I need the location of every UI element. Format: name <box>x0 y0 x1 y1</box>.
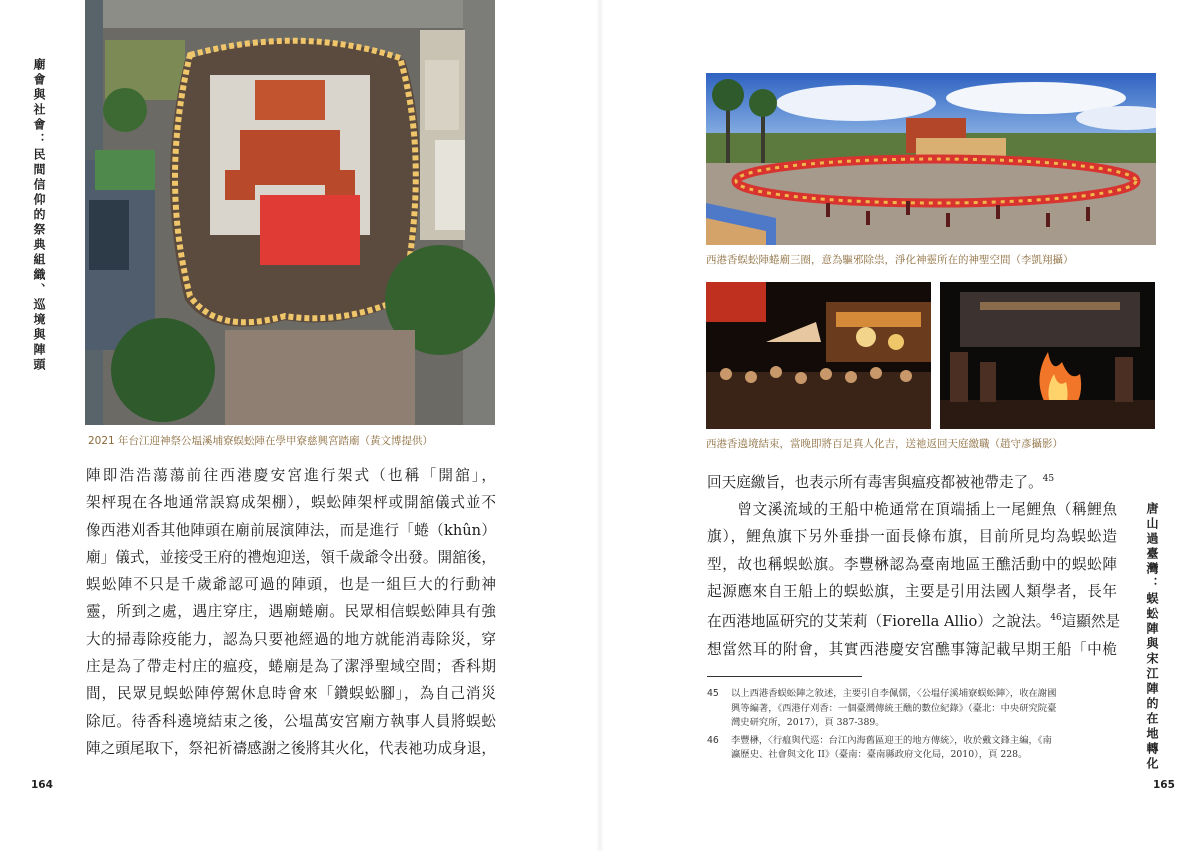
left-page-number: 164 <box>31 779 53 791</box>
footnote-ref-46[interactable]: 46 <box>1050 613 1062 624</box>
body-line: 間，民眾見蜈蚣陣停駕休息時會來「鑽蜈蚣腳」，為自己消災 <box>86 685 496 703</box>
right-body-text <box>707 466 1121 663</box>
body-line: 曾文溪流域的王船中桅通常在頂端插上一尾鯉魚（稱鯉魚 <box>707 501 1117 519</box>
footnote-number: 46 <box>707 734 719 746</box>
footnote-45 <box>707 687 1127 731</box>
footnote-46 <box>707 734 1127 763</box>
footnote-ref-45[interactable]: 45 <box>1042 474 1055 484</box>
body-line-with-footnote: 回天庭繳旨，也表示所有毒害與瘟疫都被祂帶走了。$^{45}$ <box>707 473 1055 491</box>
night-crowd-photo <box>706 282 931 429</box>
body-line: 起源應來自王船上的蜈蚣旗，主要是引用法國人類學者，長年 <box>707 583 1117 601</box>
body-line: 庄是為了帶走村庄的瘟疫，蜷廟是為了潔淨聖域空間；香科期 <box>86 658 496 676</box>
footnote-text: 李豐楙，〈行瘟與代巡：台江內海舊區迎王的地方傳統〉，收於戴文鋒主編，《南 瀛歷史、社會與文化 II》（臺南：臺南縣政府文化局，2010），頁 228。 <box>731 734 1052 760</box>
body-line: 蜈蚣陣不只是千歲爺認可過的陣頭，也是一組巨大的行動神 <box>86 576 496 594</box>
body-line-with-footnote: 在西港地區研究的艾茉莉（Fiorella Allio）之說法。$^{46}$這顯然是 <box>707 613 1121 631</box>
night-photo-caption: 西港香遶境結束，當晚即將百足真人化吉，送祂返回天庭繳職（趙守彥攝影） <box>706 438 1063 450</box>
body-line: 大的掃毒除疫能力，認為只要祂經過的地方就能消毒除災，穿 <box>86 630 496 648</box>
courtyard-centipede-photo <box>706 73 1156 245</box>
body-line: 陣之頭尾取下，祭祀祈禱感謝之後將其火化，代表祂功成身退， <box>86 739 496 757</box>
body-line: 像西港刈香其他陣頭在廟前展演陣法，而是進行「蜷（khûn） <box>86 521 496 539</box>
right-page-number: 165 <box>1153 779 1175 791</box>
footnotes <box>707 687 1127 766</box>
body-line: 想當然耳的附會，其實西港慶安宮醮事簿記載早期王船「中桅 <box>707 640 1117 658</box>
book-gutter <box>596 0 604 851</box>
body-line: 旗），鯉魚旗下另外垂掛一面長條布旗，目前所見均為蜈蚣造 <box>707 528 1117 546</box>
footnote-text: 以上西港香蜈蚣陣之敘述，主要引自李佩儒，〈公塭仔溪埔寮蜈蚣陣〉，收在謝國 興等編著，《西港仔刈香：一個臺灣傳統王醮的數位紀錄》（臺北：中央研究院臺 灣史研究所，2017），頁 387-389。 <box>731 688 1057 728</box>
aerial-photo-caption: 2021 年台江迎神祭公塭溪埔寮蜈蚣陣在學甲寮慈興宮踏廟（黃文博提供） <box>88 435 434 447</box>
footnote-divider <box>707 676 862 677</box>
body-line: 除厄。待香科遶境結束之後，公塭萬安宮廟方執事人員將蜈蚣 <box>86 712 496 730</box>
aerial-temple-illustration <box>85 0 495 425</box>
body-line: 型，故也稱蜈蚣旗。李豐楙認為臺南地區王醮活動中的蜈蚣陣 <box>707 555 1117 573</box>
left-running-title: 廟會與社會：民間信仰的祭典組織、巡境與陣頭 <box>32 58 46 373</box>
left-body-text <box>86 462 496 762</box>
body-line: 架枰現在各地通常誤寫成架棚），蜈蚣陣架枰或開舘儀式並不 <box>86 494 496 512</box>
bonfire-photo <box>940 282 1155 429</box>
body-line: 靈，所到之處，遇庄穿庄，遇廟蜷廟。民眾相信蜈蚣陣具有強 <box>86 603 496 621</box>
right-running-title: 唐山過臺灣：蜈蚣陣與宋江陣的在地轉化 <box>1145 502 1159 772</box>
body-line: 陣即浩浩蕩蕩前往西港慶安宮進行架式（也稱「開舘」， <box>86 467 496 484</box>
bonfire-illustration <box>940 282 1155 429</box>
footnote-number: 45 <box>707 688 719 699</box>
aerial-temple-photo <box>85 0 495 425</box>
night-crowd-illustration <box>706 282 931 429</box>
courtyard-photo-caption: 西港香蜈蚣陣蜷廟三圈，意為驅邪除祟，淨化神靈所在的神聖空間（李凱翔攝） <box>706 254 1074 266</box>
courtyard-illustration <box>706 73 1156 245</box>
body-line: 廟」儀式，並接受王府的禮炮迎送，領千歲爺令出發。開舘後， <box>86 548 496 566</box>
